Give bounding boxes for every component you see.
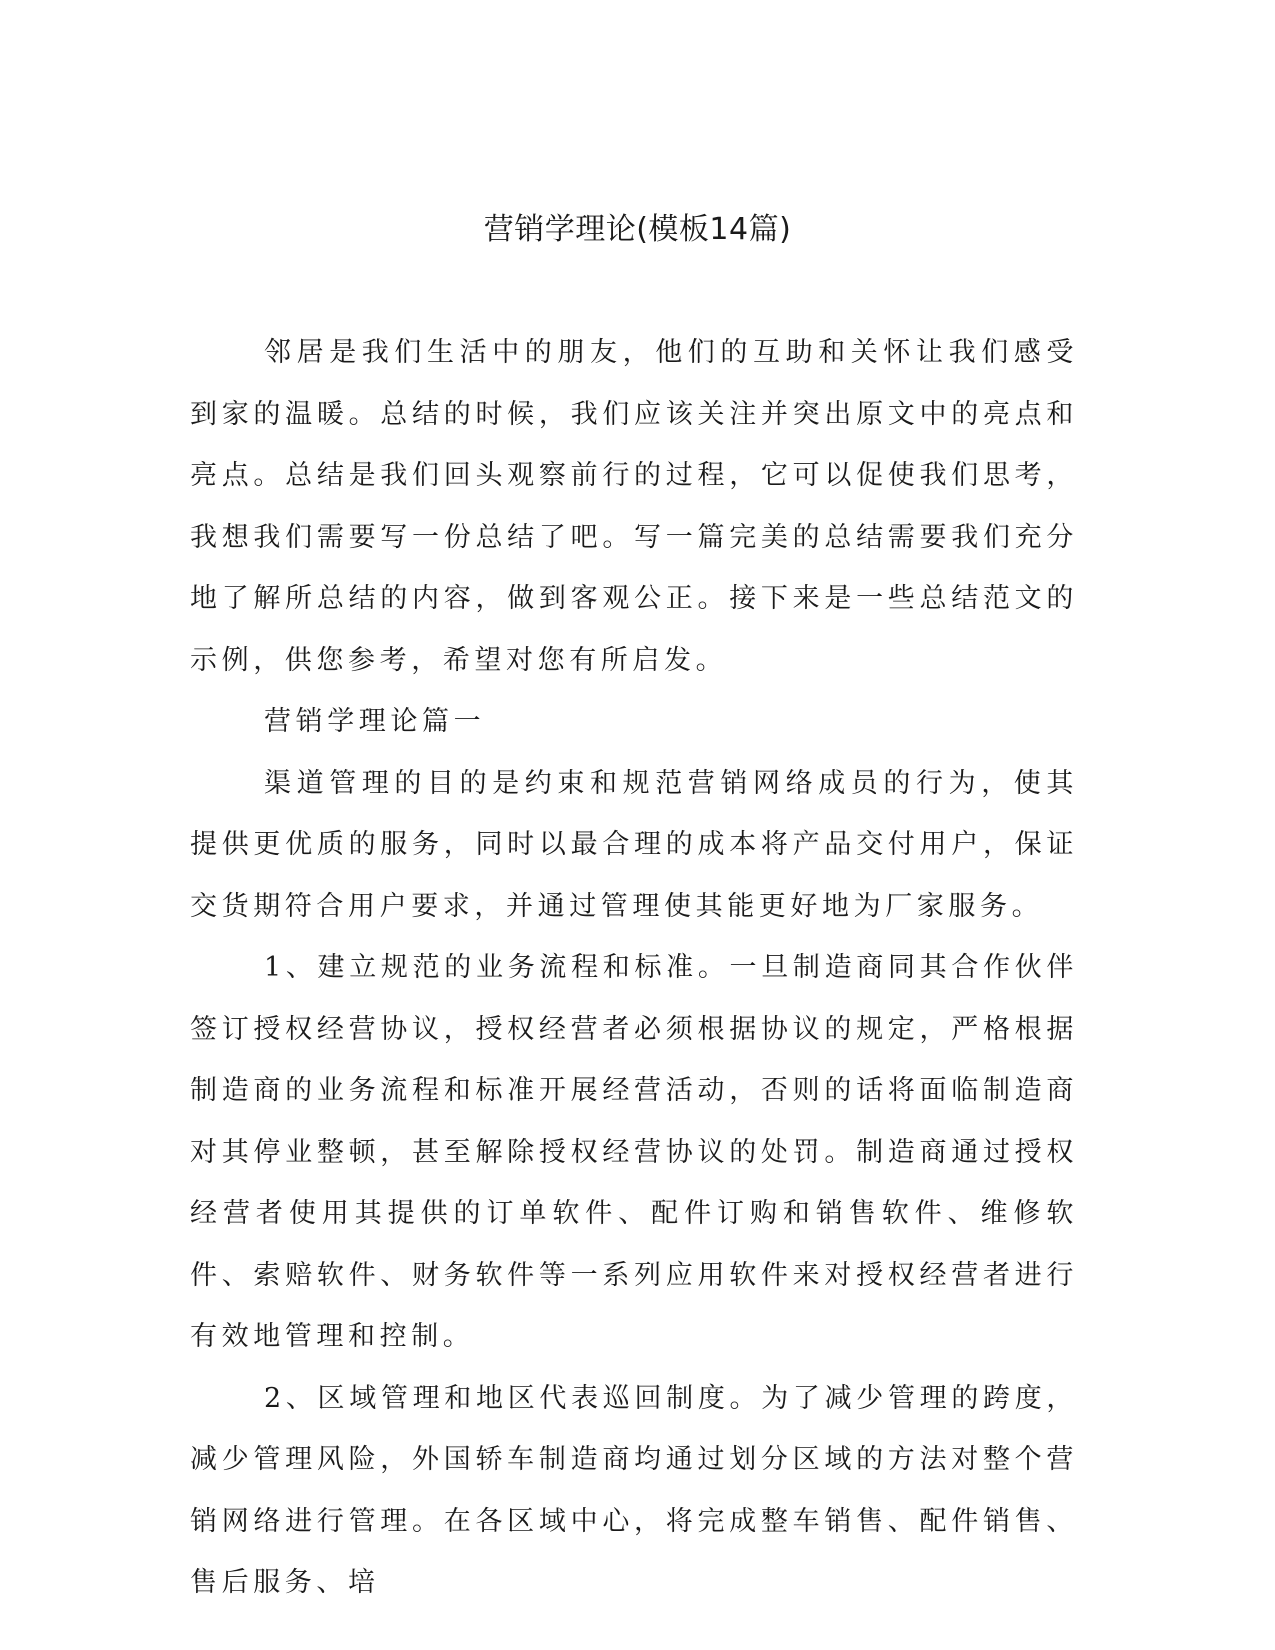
document-body: [190, 322, 1078, 1614]
body-paragraph: 2、区域管理和地区代表巡回制度。为了减少管理的跨度，减少管理风险，外国轿车制造商均通过划分区域的方法对整个营销网络进行管理。在各区域中心，将完成整车销售、配件销售、售后服务、培: [190, 1382, 1078, 1598]
body-paragraph: 渠道管理的目的是约束和规范营销网络成员的行为，使其提供更优质的服务，同时以最合理的成本将产品交付用户，保证交货期符合用户要求，并通过管理使其能更好地为厂家服务。: [190, 767, 1078, 922]
section-heading: 营销学理论篇一: [264, 706, 486, 737]
body-paragraph: 1、建立规范的业务流程和标准。一旦制造商同其合作伙伴签订授权经营协议，授权经营者必须根据协议的规定，严格根据制造商的业务流程和标准开展经营活动，否则的话将面临制造商对其停业整顿，甚至解除授权经营协议的处罚。制造商通过授权经营者使用其提供的订单软件、配件订购和销售软件、维修软件、索赔软件、财务软件等一系列应用软件来对授权经营者进行有效地管理和控制。: [190, 952, 1078, 1352]
intro-paragraph: 邻居是我们生活中的朋友，他们的互助和关怀让我们感受到家的温暖。总结的时候，我们应该关注并突出原文中的亮点和亮点。总结是我们回头观察前行的过程，它可以促使我们思考，我想我们需要写一份总结了吧。写一篇完美的总结需要我们充分地了解所总结的内容，做到客观公正。接下来是一些总结范文的示例，供您参考，希望对您有所启发。: [190, 337, 1078, 676]
document-title: 营销学理论(模板14篇): [483, 212, 792, 247]
